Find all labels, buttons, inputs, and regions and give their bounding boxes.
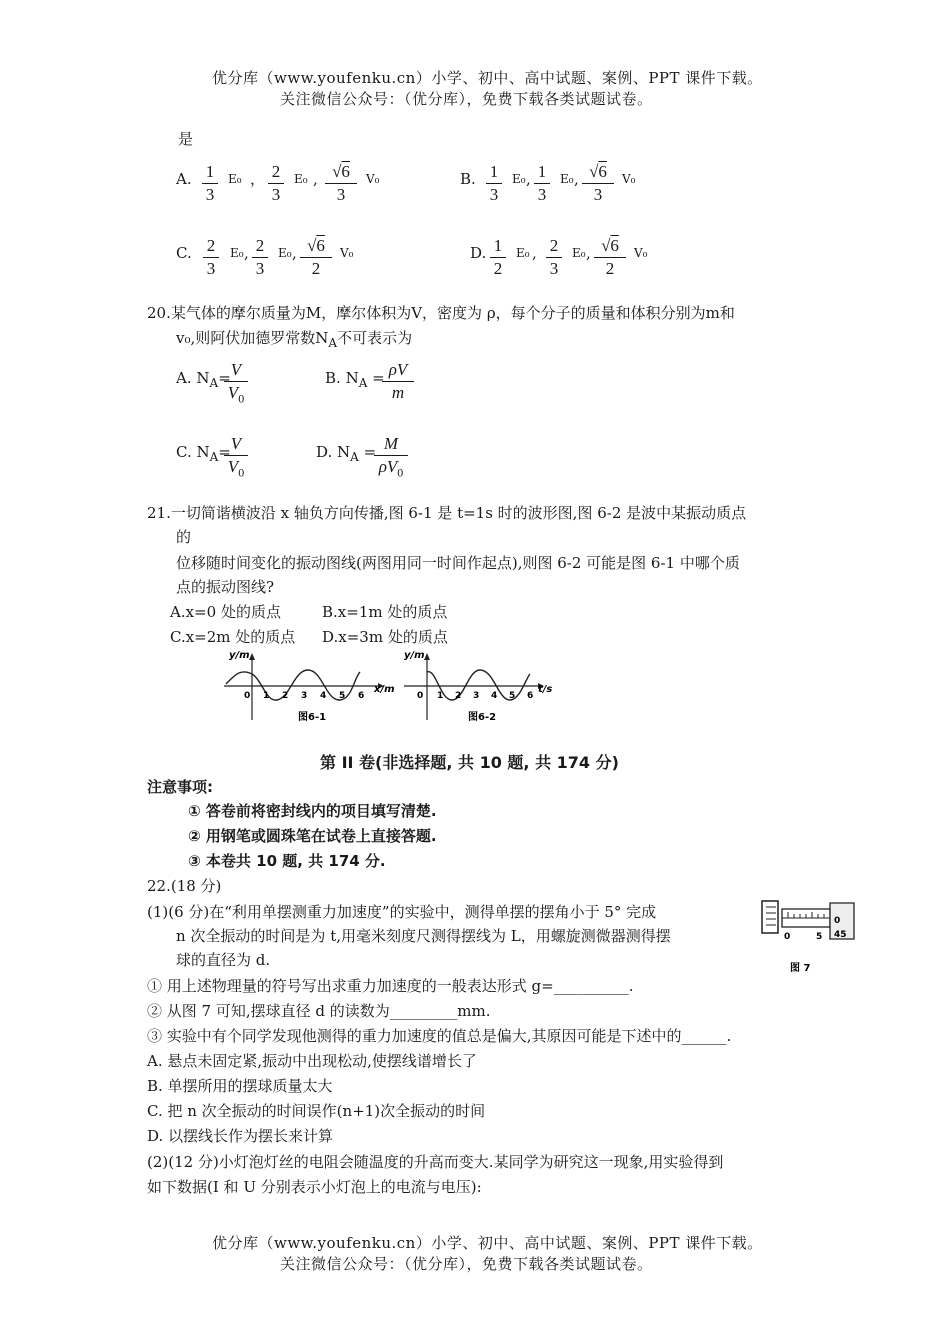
fig7-label-0: 0 [784,932,791,942]
q19-c-frac-2: 2 3 [252,236,268,279]
q19-b-e0-2: E₀ [560,172,574,186]
q21-option-b: B.x=1m 处的质点 [322,603,448,621]
fig6-1-tick-1: 1 [263,691,270,701]
q19-option-a-label: A. [176,170,192,188]
q20-c-frac: V $V_0$ [224,434,248,482]
q22-p1-line-2: n 次全振动的时间是为 t,用毫米刻度尺测得摆线为 L，用螺旋测微器测得摆 [176,927,671,945]
q20-d-frac: M $\rho V_0$ [374,434,408,482]
q19-d-frac-2: 2 3 [546,236,562,279]
notes-title: 注意事项: [147,778,213,796]
q19-a-frac-2: 2 3 [268,162,284,205]
q19-c-comma-2: , [292,244,297,262]
q22-sub-1: ① 用上述物理量的符号写出求重力加速度的一般表达形式 g=__________. [147,977,634,995]
fig6-2-tick-0: 0 [417,691,424,701]
q21-line-2: 位移随时间变化的振动图线(两图用同一时间作起点),则图 6-2 可能是图 6-1 中哪个质 [176,554,740,572]
fig6-2-tick-3: 3 [473,691,480,701]
q19-a-e0-2: E₀ [294,172,308,186]
q22-option-c: C. 把 n 次全振动的时间误作(n+1)次全振动的时间 [147,1102,486,1120]
fig6-2-xlabel: t/s [538,684,553,695]
header-line-1: 优分库（www.youfenku.cn）小学、初中、高中试题、案例、PPT 课件下载。 [212,69,763,87]
note-2: ② 用钢笔或圆珠笔在试卷上直接答题. [188,827,437,845]
fig6-2-caption: 图6-2 [468,712,497,723]
fig6-1-tick-3: 3 [301,691,308,701]
footer-line-1: 优分库（www.youfenku.cn）小学、初中、高中试题、案例、PPT 课件下载。 [212,1234,763,1252]
fig7-label-45: 45 [834,930,847,940]
q19-d-e0-2: E₀ [572,246,586,260]
q21-option-d: D.x=3m 处的质点 [322,628,448,646]
q21-option-c: C.x=2m 处的质点 [170,628,296,646]
q19-a-e0-1: E₀ [228,172,242,186]
q22-head: 22.(18 分) [147,877,222,895]
fig6-2-tick-2: 2 [455,691,462,701]
part2-title: 第 II 卷(非选择题, 共 10 题, 共 174 分) [320,753,619,772]
q19-b-comma-1: , [526,170,531,188]
fig6-1-tick-6: 6 [358,691,365,701]
fig7-anvil [762,901,778,933]
q20-option-a: A. $N_A=$ [176,369,231,390]
note-1: ① 答卷前将密封线内的项目填写清楚. [188,802,437,820]
q19-a-frac-1: 1 3 [202,162,218,205]
q19-option-c-label: C. [176,244,192,262]
q22-option-a: A. 悬点未固定紧,振动中出现松动,使摆线谱增长了 [147,1052,477,1070]
q19-a-v0: V₀ [366,172,380,186]
q19-b-frac-2: 1 3 [534,162,550,205]
q19-b-frac-1: 1 3 [486,162,502,205]
fig6-2-ylabel: y/m [404,650,425,661]
q20-a-frac: V $V_0$ [224,360,248,408]
q22-option-b: B. 单摆所用的摆球质量太大 [147,1077,333,1095]
q21-line-1: 21.一切简谐横波沿 x 轴负方向传播,图 6-1 是 t=1s 时的波形图,图 6-2 是波中某振动质点 [147,504,747,522]
fig6-2-y-arrow [424,653,430,660]
q22-sub-3: ③ 实验中有个同学发现他测得的重力加速度的值总是偏大,其原因可能是下述中的______. [147,1027,732,1045]
figure-7-micrometer [760,895,860,977]
q21-line-3: 点的振动图线? [176,578,275,596]
q19-c-e0-1: E₀ [230,246,244,260]
fig6-1-tick-4: 4 [320,691,327,701]
q19-b-v0: V₀ [622,172,636,186]
q19-a-frac-3: √6 3 [325,162,357,205]
fig6-1-y-arrow [249,653,255,660]
q22-option-d: D. 以摆线长作为摆长来计算 [147,1127,334,1145]
fig6-2-tick-6: 6 [527,691,534,701]
q21-option-a: A.x=0 处的质点 [170,603,281,621]
q19-b-e0-1: E₀ [512,172,526,186]
q20-b-frac: ρV m [382,360,414,403]
q19-d-frac-1: 1 2 [490,236,506,279]
q19-d-v0: V₀ [634,246,648,260]
footer-line-2: 关注微信公众号：（优分库），免费下载各类试题试卷。 [280,1255,653,1273]
fig6-1-tick-5: 5 [339,691,346,701]
q20-option-b: B. $N_A$ = [325,369,385,390]
fig6-2-tick-4: 4 [491,691,498,701]
q19-tail: 是 [178,130,194,148]
q19-d-comma-1: , [532,244,537,262]
q22-p2-line-2: 如下数据(I 和 U 分别表示小灯泡上的电流与电压): [147,1178,482,1196]
q19-d-e0-1: E₀ [516,246,530,260]
q22-p1-line-1: (1)(6 分)在“利用单摆测重力加速度”的实验中，测得单摆的摆角小于 5° 完成 [147,903,657,921]
fig6-2-tick-1: 1 [437,691,444,701]
q19-c-v0: V₀ [340,246,354,260]
fig7-label-0b: 0 [834,916,841,926]
q21-line-1b: 的 [176,528,192,546]
fig7-caption: 图 7 [790,963,811,974]
q22-p2-line-1: (2)(12 分)小灯泡灯丝的电阻会随温度的升高而变大.某同学为研究这一现象,用实验得到 [147,1153,724,1171]
q19-d-comma-2: , [586,244,591,262]
q19-option-d-label: D. [470,244,487,262]
fig6-1-ylabel: y/m [229,650,250,661]
fig6-1-tick-2: 2 [282,691,289,701]
q19-a-sep: ， [250,170,266,188]
q19-option-b-label: B. [460,170,476,188]
q20-option-c: C. $N_A=$ [176,443,231,464]
note-3: ③ 本卷共 10 题, 共 174 分. [188,852,386,870]
figure-6-2 [400,648,560,728]
q19-a-comma: , [313,170,318,188]
fig6-2-tick-5: 5 [509,691,516,701]
q20-line-1: 20.某气体的摩尔质量为M，摩尔体积为V，密度为 ρ，每个分子的质量和体积分别为m和 [147,304,735,322]
q19-c-frac-3: √6 2 [300,236,332,279]
q19-d-frac-3: √6 2 [594,236,626,279]
fig6-1-caption: 图6-1 [298,712,327,723]
q19-c-comma-1: , [244,244,249,262]
q20-line-2: v₀,则阿伏加德罗常数$N_A$不可表示为 [176,329,413,350]
q19-c-e0-2: E₀ [278,246,292,260]
q22-sub-2: ② 从图 7 可知,摆球直径 d 的读数为_________mm. [147,1002,491,1020]
q22-p1-line-3: 球的直径为 d. [176,951,271,969]
figure-6-1 [220,648,400,728]
q19-b-frac-3: √6 3 [582,162,614,205]
fig6-1-tick-0: 0 [244,691,251,701]
q19-c-frac-1: 2 3 [203,236,219,279]
q19-b-comma-2: , [574,170,579,188]
q20-option-d: D. $N_A$ = [316,443,377,464]
fig7-label-5: 5 [816,932,823,942]
fig6-1-xlabel: x/m [374,684,395,695]
header-line-2: 关注微信公众号：（优分库），免费下载各类试题试卷。 [280,90,653,108]
